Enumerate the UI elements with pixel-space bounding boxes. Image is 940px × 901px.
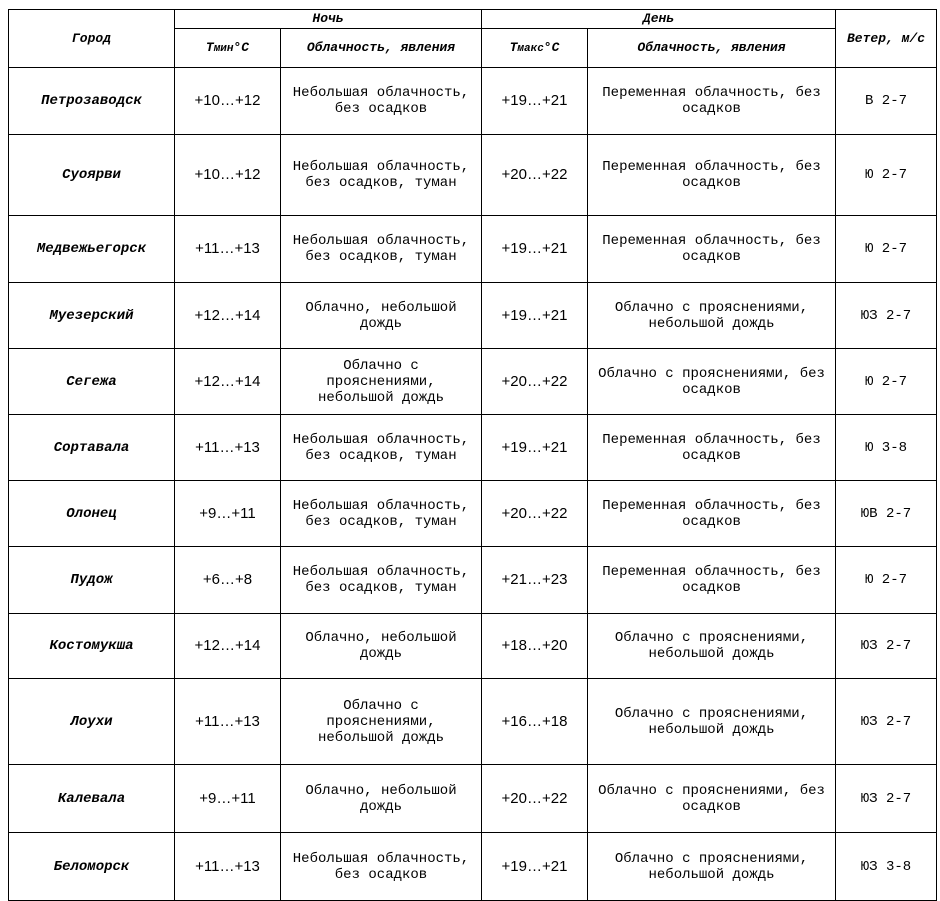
tmin-cell: +11…+13 <box>175 216 281 283</box>
day-cloud-cell: Облачно с прояснениями, без осадков <box>588 765 836 833</box>
tmin-cell: +12…+14 <box>175 283 281 349</box>
wind-cell: ЮВ 2-7 <box>836 481 937 547</box>
wind-cell: Ю 2-7 <box>836 216 937 283</box>
tmax-subscript: макс <box>517 42 544 55</box>
table-row <box>9 481 937 547</box>
day-cloud-cell: Переменная облачность, без осадков <box>588 415 836 481</box>
forecast-table-wrapper <box>8 9 937 901</box>
tmin-unit: °С <box>233 39 250 55</box>
tmax-cell: +21…+23 <box>482 547 588 614</box>
table-row <box>9 349 937 415</box>
night-cloud-cell: Небольшая облачность, без осадков, туман <box>281 415 482 481</box>
day-cloud-cell: Облачно с прояснениями, небольшой дождь <box>588 614 836 679</box>
tmax-unit: °С <box>543 39 560 55</box>
wind-cell: ЮЗ 3-8 <box>836 833 937 901</box>
tmax-cell: +19…+21 <box>482 216 588 283</box>
header-night: Ночь <box>175 10 482 29</box>
tmin-subscript: мин <box>213 42 234 55</box>
tmax-cell: +20…+22 <box>482 481 588 547</box>
day-cloud-cell: Облачно с прояснениями, небольшой дождь <box>588 833 836 901</box>
table-row <box>9 216 937 283</box>
night-cloud-cell: Облачно, небольшой дождь <box>281 283 482 349</box>
table-row <box>9 614 937 679</box>
table-row <box>9 547 937 614</box>
tmin-cell: +9…+11 <box>175 765 281 833</box>
table-row <box>9 283 937 349</box>
header-day: День <box>482 10 836 29</box>
table-row <box>9 415 937 481</box>
table-row <box>9 765 937 833</box>
city-cell: Сегежа <box>9 349 175 415</box>
table-row <box>9 135 937 216</box>
header-night-cloud: Облачность, явления <box>281 29 482 68</box>
forecast-table <box>8 9 937 901</box>
tmax-cell: +20…+22 <box>482 349 588 415</box>
tmin-cell: +11…+13 <box>175 679 281 765</box>
tmax-cell: +19…+21 <box>482 833 588 901</box>
table-row <box>9 833 937 901</box>
city-cell: Суоярви <box>9 135 175 216</box>
header-tmax <box>482 29 588 68</box>
city-cell: Лоухи <box>9 679 175 765</box>
tmin-cell: +10…+12 <box>175 68 281 135</box>
day-cloud-cell: Облачно с прояснениями, небольшой дождь <box>588 283 836 349</box>
night-cloud-cell: Облачно с прояснениями, небольшой дождь <box>281 679 482 765</box>
header-tmin <box>175 29 281 68</box>
tmin-letter: Т <box>205 39 214 55</box>
night-cloud-cell: Небольшая облачность, без осадков <box>281 68 482 135</box>
night-cloud-cell: Облачно, небольшой дождь <box>281 765 482 833</box>
day-cloud-cell: Переменная облачность, без осадков <box>588 68 836 135</box>
night-cloud-cell: Небольшая облачность, без осадков, туман <box>281 135 482 216</box>
tmax-cell: +20…+22 <box>482 135 588 216</box>
wind-cell: ЮЗ 2-7 <box>836 614 937 679</box>
day-cloud-cell: Переменная облачность, без осадков <box>588 135 836 216</box>
city-cell: Беломорск <box>9 833 175 901</box>
tmax-cell: +20…+22 <box>482 765 588 833</box>
night-cloud-cell: Небольшая облачность, без осадков, туман <box>281 547 482 614</box>
night-cloud-cell: Небольшая облачность, без осадков <box>281 833 482 901</box>
city-cell: Медвежьегорск <box>9 216 175 283</box>
city-cell: Олонец <box>9 481 175 547</box>
day-cloud-cell: Переменная облачность, без осадков <box>588 216 836 283</box>
tmax-cell: +18…+20 <box>482 614 588 679</box>
tmin-cell: +6…+8 <box>175 547 281 614</box>
city-cell: Калевала <box>9 765 175 833</box>
wind-cell: Ю 2-7 <box>836 135 937 216</box>
header-wind: Ветер, м/с <box>836 10 937 68</box>
tmin-cell: +12…+14 <box>175 349 281 415</box>
tmin-cell: +11…+13 <box>175 415 281 481</box>
header-city: Город <box>9 10 175 68</box>
night-cloud-cell: Небольшая облачность, без осадков, туман <box>281 481 482 547</box>
night-cloud-cell: Небольшая облачность, без осадков, туман <box>281 216 482 283</box>
tmax-cell: +19…+21 <box>482 68 588 135</box>
header-day-cloud: Облачность, явления <box>588 29 836 68</box>
tmax-cell: +19…+21 <box>482 415 588 481</box>
tmax-cell: +16…+18 <box>482 679 588 765</box>
night-cloud-cell: Облачно с прояснениями, небольшой дождь <box>281 349 482 415</box>
wind-cell: В 2-7 <box>836 68 937 135</box>
tmin-cell: +9…+11 <box>175 481 281 547</box>
night-cloud-cell: Облачно, небольшой дождь <box>281 614 482 679</box>
wind-cell: Ю 3-8 <box>836 415 937 481</box>
tmin-cell: +12…+14 <box>175 614 281 679</box>
city-cell: Пудож <box>9 547 175 614</box>
table-row <box>9 68 937 135</box>
day-cloud-cell: Переменная облачность, без осадков <box>588 547 836 614</box>
tmin-cell: +10…+12 <box>175 135 281 216</box>
wind-cell: Ю 2-7 <box>836 349 937 415</box>
tmax-cell: +19…+21 <box>482 283 588 349</box>
city-cell: Сортавала <box>9 415 175 481</box>
city-cell: Петрозаводск <box>9 68 175 135</box>
tmax-letter: Т <box>509 39 518 55</box>
day-cloud-cell: Переменная облачность, без осадков <box>588 481 836 547</box>
wind-cell: ЮЗ 2-7 <box>836 679 937 765</box>
day-cloud-cell: Облачно с прояснениями, небольшой дождь <box>588 679 836 765</box>
wind-cell: ЮЗ 2-7 <box>836 765 937 833</box>
table-row <box>9 679 937 765</box>
city-cell: Костомукша <box>9 614 175 679</box>
day-cloud-cell: Облачно с прояснениями, без осадков <box>588 349 836 415</box>
wind-cell: ЮЗ 2-7 <box>836 283 937 349</box>
city-cell: Муезерский <box>9 283 175 349</box>
tmin-cell: +11…+13 <box>175 833 281 901</box>
wind-cell: Ю 2-7 <box>836 547 937 614</box>
